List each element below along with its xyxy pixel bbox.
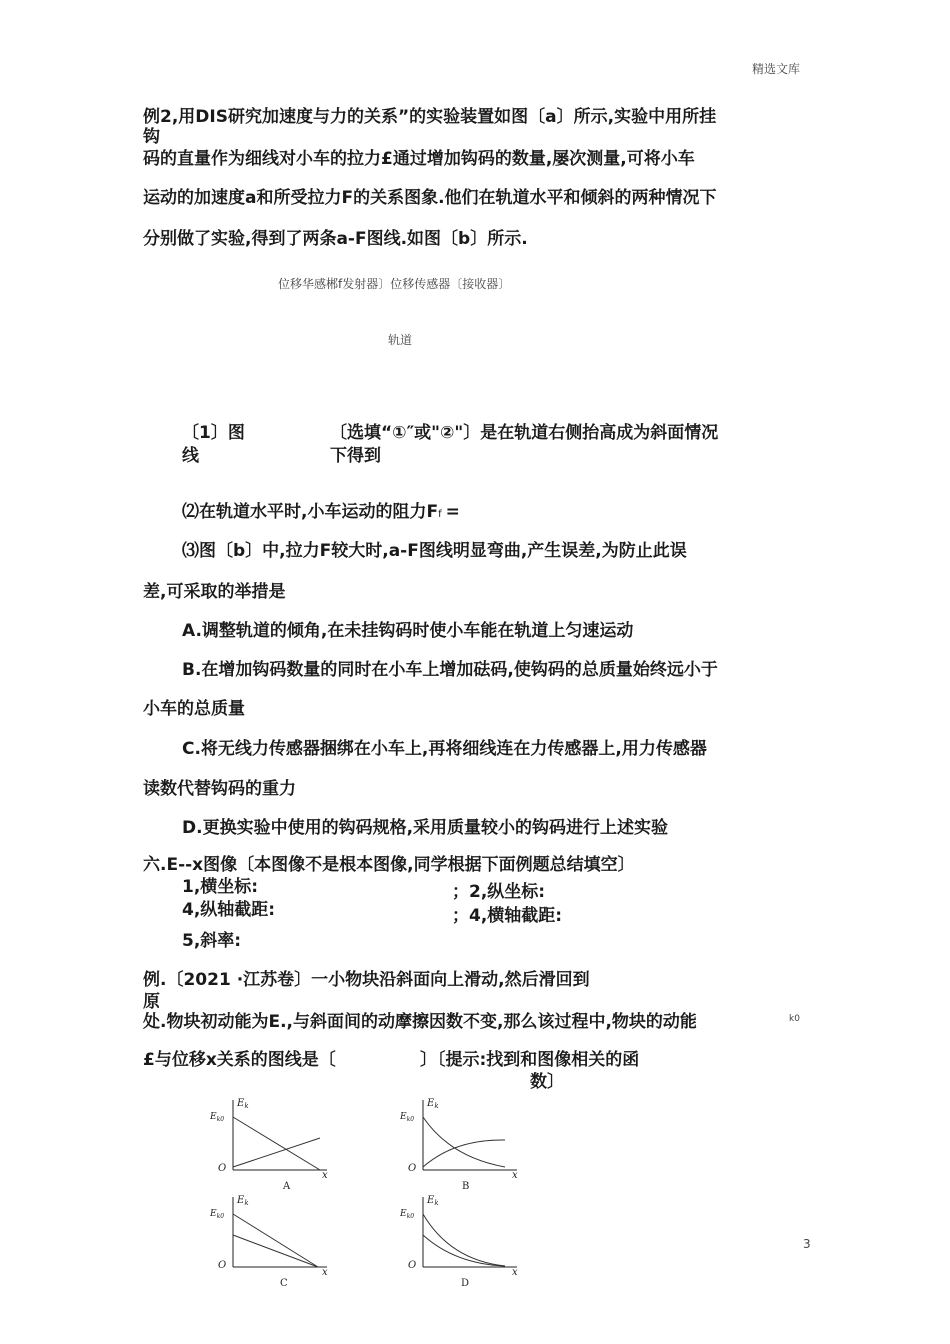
graph-c-xlabel: x bbox=[322, 1267, 328, 1278]
example2-line1: 例2,用DIS研究加速度与力的关系”的实验装置如图〔a〕所示,实验中用所挂 bbox=[143, 107, 717, 127]
graph-c-caption: C bbox=[280, 1278, 288, 1289]
graph-a-caption: A bbox=[283, 1181, 291, 1192]
graph-a bbox=[205, 1095, 335, 1195]
example2-line2: 码的直量作为细线对小车的拉力£通过增加钩码的数量,屡次测量,可将小车 bbox=[143, 149, 695, 169]
graph-c bbox=[205, 1192, 335, 1292]
option-b-line1: B.在增加钩码数量的同时在小车上增加砝码,使钩码的总质量始终远小于 bbox=[182, 660, 718, 680]
q1-part-b: 线 bbox=[182, 446, 199, 466]
q2-line bbox=[182, 497, 460, 522]
option-d: D.更换实验中使用的钩码规格,采用质量较小的钩码进行上述实验 bbox=[182, 818, 669, 838]
option-c-line2: 读数代替钩码的重力 bbox=[143, 779, 296, 799]
graph-b-e0-label: $E_{k0}$ bbox=[400, 1112, 415, 1123]
example3-line3: 处.物块初动能为E.,与斜面间的动摩擦因数不变,那么该过程中,物块的动能 bbox=[143, 1012, 697, 1032]
q1-part-c: 〔选填“①″或"②"〕是在轨道右侧抬高成为斜面情况 bbox=[330, 423, 719, 443]
graph-b bbox=[395, 1095, 525, 1195]
section6-field1: 1,横坐标: bbox=[182, 877, 259, 897]
graph-b-curve-decaying bbox=[423, 1117, 505, 1167]
option-b-line2: 小车的总质量 bbox=[143, 699, 245, 719]
section6-field3: 4,纵轴截距: bbox=[182, 900, 276, 920]
q3-line2: 差,可采取的举措是 bbox=[143, 582, 286, 602]
library-header: 精选文库 bbox=[752, 62, 801, 76]
graph-a-xlabel: x bbox=[322, 1170, 328, 1181]
graph-d-ylabel: $E_k$ bbox=[427, 1195, 439, 1207]
graph-c-origin: O bbox=[218, 1260, 227, 1271]
q2-subscript: f bbox=[438, 509, 442, 520]
example3-line4b: 〕〔提示:找到和图像相关的函 bbox=[420, 1050, 640, 1070]
example3-line4c: 数〕 bbox=[530, 1072, 564, 1092]
option-a: A.调整轨道的倾角,在未挂钩码时使小车能在轨道上匀速运动 bbox=[182, 621, 634, 641]
q1-part-d: 下得到 bbox=[330, 446, 381, 466]
graph-d-origin: O bbox=[408, 1260, 417, 1271]
option-c-line1: C.将无线力传感器捆绑在小车上,再将细线连在力传感器上,用力传感器 bbox=[182, 739, 707, 759]
figure-a-sensor-caption: 位移华感郴f发射器〕位移传感器〔接收器〕 bbox=[278, 277, 511, 291]
graph-a-ylabel: $E_k$ bbox=[237, 1098, 249, 1110]
graph-c-ylabel: $E_k$ bbox=[237, 1195, 249, 1207]
graph-c-line-upper bbox=[233, 1214, 318, 1267]
graph-a-curve-ascending bbox=[233, 1138, 320, 1167]
graph-d bbox=[395, 1192, 525, 1292]
page-number: 3 bbox=[803, 1237, 811, 1251]
example2-line3: 运动的加速度a和所受拉力F的关系图象.他们在轨道水平和倾斜的两种情况下 bbox=[143, 188, 717, 208]
graph-b-ylabel: $E_k$ bbox=[427, 1098, 439, 1110]
graph-c-line-lower bbox=[233, 1235, 318, 1267]
example2-line4: 分别做了实验,得到了两条a-F图线.如图〔b〕所示. bbox=[143, 229, 528, 249]
graph-b-origin: O bbox=[408, 1163, 417, 1174]
graph-d-curve-lower bbox=[423, 1235, 505, 1266]
example3-k0-note: k0 bbox=[789, 1014, 800, 1024]
example3-line1: 例.〔2021 ·江苏卷〕一小物块沿斜面向上滑动,然后滑回到 bbox=[143, 970, 590, 990]
graph-b-caption: B bbox=[462, 1181, 470, 1192]
graph-a-origin: O bbox=[218, 1163, 227, 1174]
graph-d-xlabel: x bbox=[512, 1267, 518, 1278]
graph-a-curve-descending bbox=[233, 1117, 320, 1170]
section6-field4: ；4,横轴截距: bbox=[452, 906, 563, 926]
figure-a-track-label: 轨道 bbox=[388, 333, 413, 347]
graph-b-xlabel: x bbox=[512, 1170, 518, 1181]
q1-part-a: 〔1〕图 bbox=[182, 423, 245, 443]
example3-line2: 原 bbox=[143, 992, 160, 1012]
q2-text: ⑵在轨道水平时,小车运动的阻力F bbox=[182, 502, 439, 522]
graph-d-curve-upper bbox=[423, 1214, 505, 1266]
graph-c-e0-label: $E_{k0}$ bbox=[210, 1209, 225, 1220]
graph-d-caption: D bbox=[461, 1278, 470, 1289]
example3-line4: £与位移x关系的图线是〔 bbox=[143, 1050, 336, 1070]
section6-field2: ；2,纵坐标: bbox=[452, 882, 546, 902]
graph-d-e0-label: $E_{k0}$ bbox=[400, 1209, 415, 1220]
section6-field5: 5,斜率: bbox=[182, 931, 242, 951]
q3-line1: ⑶图〔b〕中,拉力F较大时,a-F图线明显弯曲,产生误差,为防止此误 bbox=[182, 541, 687, 561]
q2-equals: = bbox=[445, 502, 460, 522]
graph-a-e0-label: $E_{k0}$ bbox=[210, 1112, 225, 1123]
example2-line1b: 钩 bbox=[143, 127, 160, 147]
section6-title: 六.E--x图像〔本图像不是根本图像,同学根据下面例题总结填空〕 bbox=[143, 855, 635, 875]
